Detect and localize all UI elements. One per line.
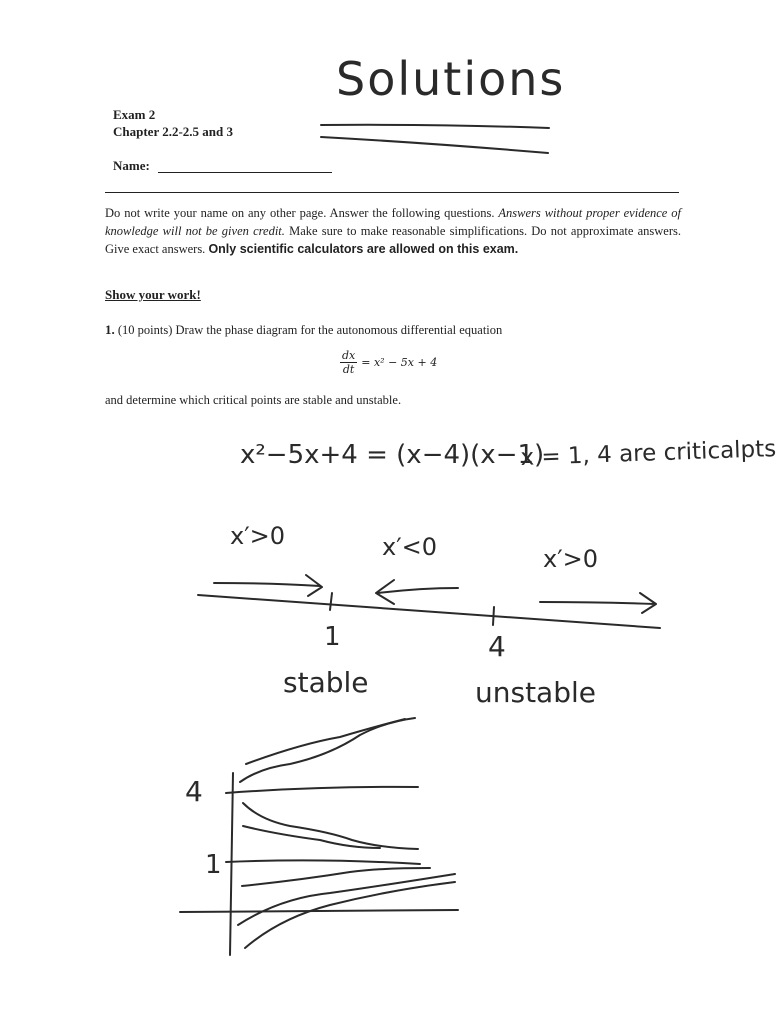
axis-4-label: 4	[185, 775, 203, 808]
factoring-handwritten: x²−5x+4 = (x−4)(x−1)	[240, 440, 545, 470]
region1-label: x′>0	[230, 522, 286, 550]
question-points: (10 points)	[117, 323, 173, 337]
solutions-handwritten-title: Solutions	[336, 52, 566, 106]
chapter-label: Chapter 2.2-2.5 and 3	[113, 124, 234, 139]
x-axis	[230, 773, 233, 955]
tick-4-label: 4	[488, 630, 506, 663]
curve-below-1b	[238, 874, 455, 925]
name-label: Name:	[113, 158, 150, 173]
instructions-part3: Make sure to make reasonable simplifications. Do not approximate answers. Give exact answers.	[105, 224, 682, 256]
stable-label: stable	[283, 666, 369, 699]
critical-points-handwritten: x = 1, 4 are criticalpts	[520, 436, 777, 471]
instructions-bold: Only scientific calculators are allowed on this exam.	[208, 242, 519, 256]
exam-title: Exam 2	[113, 107, 156, 122]
curve-below-1c	[245, 882, 455, 948]
instructions-italic: Answers without proper evidence of knowledge will not be given credit.	[105, 206, 682, 238]
question-prompt: Draw the phase diagram for the autonomous differential equation	[175, 323, 503, 337]
region2-label: x′<0	[382, 533, 438, 561]
equilibrium-1	[226, 860, 420, 864]
curve-above-4b	[240, 718, 415, 782]
equation-denominator: dt	[342, 363, 355, 376]
t-axis	[180, 910, 458, 912]
equation-numerator: dx	[342, 349, 356, 362]
question-number: 1.	[105, 322, 115, 337]
axis-1-label: 1	[205, 850, 222, 880]
region3-label: x′>0	[543, 545, 599, 573]
tick-1-label: 1	[324, 622, 341, 652]
equilibrium-4	[226, 787, 418, 793]
question-followup: and determine which critical points are stable and unstable.	[105, 393, 402, 407]
equation-rhs: = x² − 5x + 4	[361, 356, 438, 369]
show-work-heading: Show your work!	[105, 287, 201, 302]
unstable-label: unstable	[475, 676, 596, 709]
instructions-part1: Do not write your name on any other page. Answer the following questions.	[105, 206, 495, 220]
